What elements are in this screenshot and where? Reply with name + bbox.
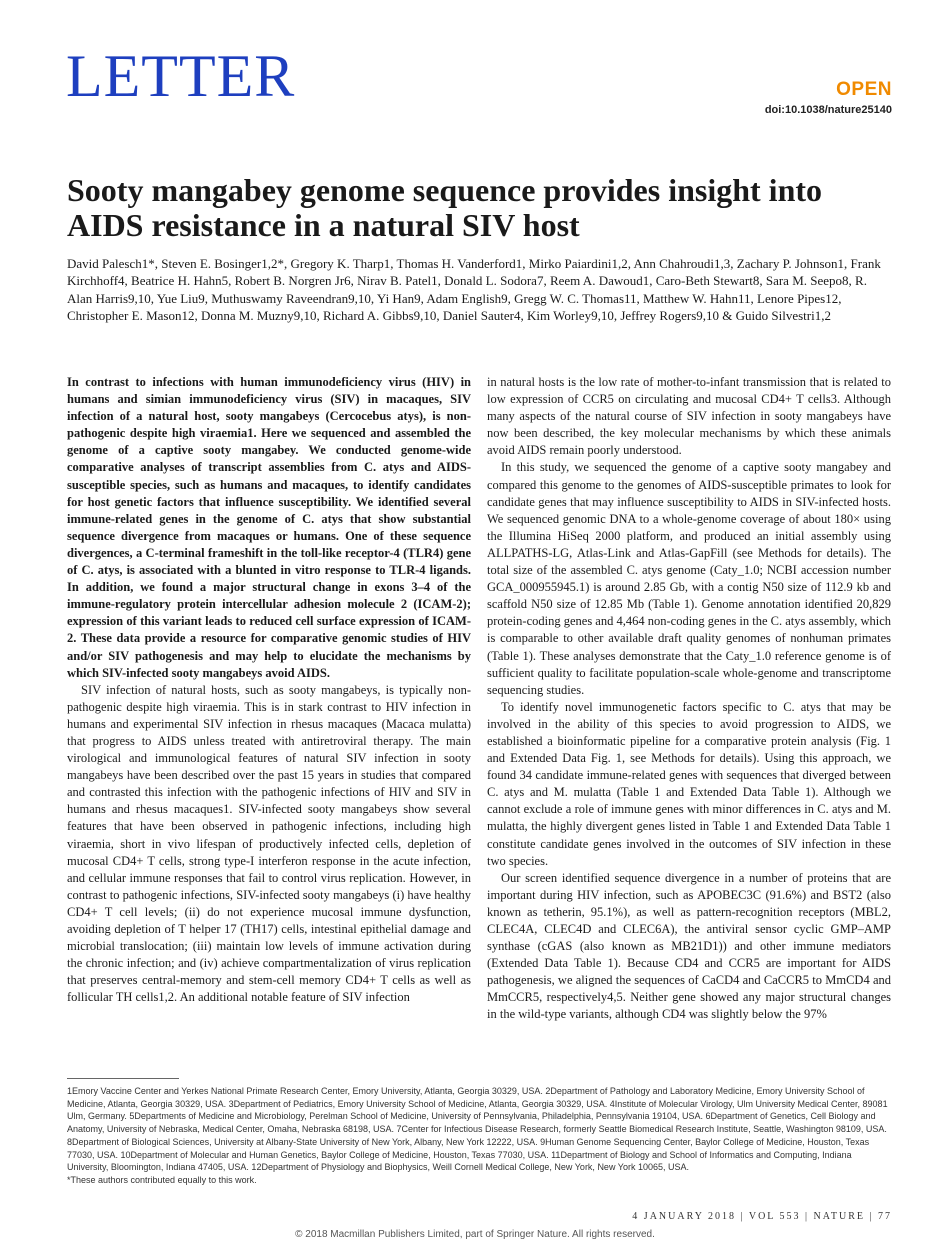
body-paragraph: in natural hosts is the low rate of mother-to-infant transmission that is related to low expression of CCR5 on circulating and mucosal CD4+ T cells3. Although many aspects of the natural course of SIV infection in sooty mangabeys have now been described, the key molecular mechanisms by which these animals avoid AIDS remain poorly understood.: [487, 375, 891, 458]
right-column: [487, 374, 891, 1062]
body-paragraph: In this study, we sequenced the genome of a captive sooty mangabey and compared this genome to the genomes of AIDS-susceptible primates to look for candidate genes that may influence susceptibility to AIDS in SIV-infected hosts. We sequenced genomic DNA to a whole-genome coverage of about 180× using the Illumina HiSeq 2000 platform, and produced an initial assembly using ALLPATHS-LG, Atlas-Link and Atlas-GapFill (see Methods for details). The total size of the assembled C. atys genome (Caty_1.0; NCBI accession number GCA_000955945.1) is around 2.85 Gb, with a contig N50 size of 112.9 kb and scaffold N50 size of 12.85 Mb (Table 1). Genome annotation identified 20,829 protein-coding genes and 4,464 non-coding genes in the C. atys assembly, which is comparable to other available draft quality genomes of nonhuman primates (Table 1). These analyses demonstrate that the Caty_1.0 reference genome is of sufficient quality to facilitate population-scale whole-genome and transcriptome sequencing studies.: [487, 460, 891, 697]
body-paragraph: To identify novel immunogenetic factors specific to C. atys that may be involved in the ability of this species to avoid progression to AIDS, we established a bioinformatic pipeline for a comparative protein analysis (Fig. 1 and Extended Data Fig. 1, see Methods for details). Using this approach, we found 34 candidate immune-related genes with sequences that diverged between C. atys and M. mulatta (Table 1 and Extended Data Table 1). Although we cannot exclude a role of immune genes with minor differences in C. atys and M. mulatta, the highly divergent genes listed in Table 1 and Extended Data Table 1 constitute candidate genes involved in the outcomes of SIV infection in these two species.: [487, 699, 891, 868]
doi-link[interactable]: doi:10.1038/nature25140: [764, 104, 892, 116]
open-access-badge: OPEN: [836, 79, 892, 100]
body-paragraph: SIV infection of natural hosts, such as sooty mangabeys, is typically non-pathogenic despite high viraemia. This is in stark contrast to HIV infection in humans and experimental SIV infection in rhesus macaques (Macaca mulatta) that progress to AIDS unless treated with antiretroviral therapy. The main virological and immunological features of natural SIV infection in sooty mangabeys have been described over the past 15 years in studies that compared and contrasted this infection with the pathogenic infections of HIV and SIV in humans and rhesus macaques1. SIV-infected sooty mangabeys show several features that have been observed in pathogenic infections, including high viraemia, short in vivo lifespan of productively infected cells, depletion of mucosal CD4+ T cells, strong type-I interferon response in the acute infection, and cellular immune responses that fail to control virus replication. However, in contrast to pathogenic infections, SIV-infected sooty mangabeys (i) have healthy CD4+ T cell levels; (ii) do not experience mucosal immune dysfunction, avoiding depletion of T helper 17 (TH17) cells, intestinal epithelial damage and microbial translocation; (iii) maintain low levels of immune activation during the chronic infection; and (iv) achieve compartmentalization of virus replication that preserves central-memory and stem-cell memory CD4+ T cells as well as follicular TH cells1,2. An additional notable feature of SIV infection: [67, 682, 471, 1005]
footnote-divider: [67, 1078, 179, 1079]
body-paragraph: Our screen identified sequence divergence in a number of proteins that are important during HIV infection, such as APOBEC3C (91.6%) and BST2 (also known as tetherin, 95.1%), as well as pattern-recognition receptors (MBL2, CLEC4A, CLEC4D and CLEC6A), the antiviral sensor cyclic GMP–AMP synthase (cGAS (also known as MB21D1)) and other immune mediators (Extended Data Table 1). Because CD4 and CCR5 are important for AIDS pathogenesis, we aligned the sequences of CaCD4 and CaCCR5 to MmCD4 and MmCCR5, respectively4,5. Neither gene showed any major structural changes in the wild-type variants, although CD4 was slightly below the 97%: [487, 870, 891, 1022]
abstract: In contrast to infections with human immunodeficiency virus (HIV) in humans and simian immunodeficiency virus (SIV) in macaques, SIV infection of a natural host, sooty mangabeys (Cercocebus atys), is non-pathogenic despite high viraemia1. Here we sequenced and assembled the genome of a captive sooty mangabey. We conducted genome-wide comparative analyses of transcript assemblies from C. atys and AIDS-susceptible species, such as humans and macaques, to identify candidates for host genetic factors that influence susceptibility. We identified several immune-related genes in the genome of C. atys that show substantial sequence divergence from macaques or humans. One of these sequence divergences, a C-terminal frameshift in the toll-like receptor-4 (TLR4) gene of C. atys, is associated with a blunted in vitro response to TLR-4 ligands. In addition, we found a major structural change in exons 3–4 of the immune-regulatory protein intercellular adhesion molecule 2 (ICAM-2); expression of this variant leads to reduced cell surface expression of ICAM-2. These data provide a resource for comparative genomic studies of HIV and/or SIV pathogenesis and may help to elucidate the mechanisms by which SIV-infected sooty mangabeys avoid AIDS.: [67, 375, 471, 680]
article-title: Sooty mangabey genome sequence provides insight into AIDS resistance in a natural SIV host: [67, 172, 823, 243]
section-label: LETTER: [66, 43, 296, 109]
affiliation-list: 1Emory Vaccine Center and Yerkes National Primate Research Center, Emory University, Atlanta, Georgia 30329, USA. 2Department of Pathology and Laboratory Medicine, Emory University School of Medicine, Atlanta, Georgia 30329, USA. 3Department of Pediatrics, Emory University School of Medicine, Atlanta, Georgia 30329, USA. 4Institute of Molecular Virology, Ulm University Medical Center, 89081 Ulm, Germany. 5Departments of Medicine and Microbiology, Perelman School of Medicine, University of Pennsylvania, Philadelphia, Pennsylvania 19104, USA. 6Department of Genetics, Cell Biology and Anatomy, University of Nebraska, Medical Center, Omaha, Nebraska 68198, USA. 7Center for Infectious Disease Research, formerly Seattle Biomedical Research Institute, Seattle, Washington 98109, USA. 8Department of Biological Sciences, University at Albany-State University of New York, Albany, New York 12222, USA. 9Human Genome Sequencing Center, Baylor College of Medicine, Houston, Texas 77030, USA. 10Department of Molecular and Human Genetics, Baylor College of Medicine, Houston, Texas 77030, USA. 11Department of Biology and School of Informatics and Computing, Indiana University, Bloomington, Indiana 47405, USA. 12Department of Physiology and Biophysics, Weill Cornell Medical College, New York, New York 10065, USA.: [67, 1086, 888, 1173]
copyright-notice: © 2018 Macmillan Publishers Limited, part of Springer Nature. All rights reserved.: [295, 1229, 655, 1240]
equal-contribution-note: *These authors contributed equally to this work.: [67, 1174, 257, 1185]
issue-info: 4 JANUARY 2018 | VOL 553 | NATURE | 77: [632, 1211, 892, 1222]
article-body: [67, 374, 891, 1062]
affiliations: [67, 1085, 891, 1187]
author-list: David Palesch1*, Steven E. Bosinger1,2*, Gregory K. Tharp1, Thomas H. Vanderford1, Mirko Paiardini1,2, Ann Chahroudi1,3, Zachary P. Johnson1, Frank Kirchhoff4, Beatrice H. Hahn5, Robert B. Norgren Jr6, Nirav B. Patel1, Donald L. Sodora7, Reem A. Dawoud1, Caro-Beth Stewart8, Sara M. Seepo8, R. Alan Harris9,10, Yue Liu9, Muthuswamy Raveendran9,10, Yi Han9, Adam English9, Gregg W. C. Thomas11, Matthew W. Hahn11, Lenore Pipes12, Christopher E. Mason12, Donna M. Muzny9,10, Richard A. Gibbs9,10, Daniel Sauter4, Kim Worley9,10, Jeffrey Rogers9,10 & Guido Silvestri1,2: [67, 256, 881, 324]
left-column: [67, 374, 471, 1062]
